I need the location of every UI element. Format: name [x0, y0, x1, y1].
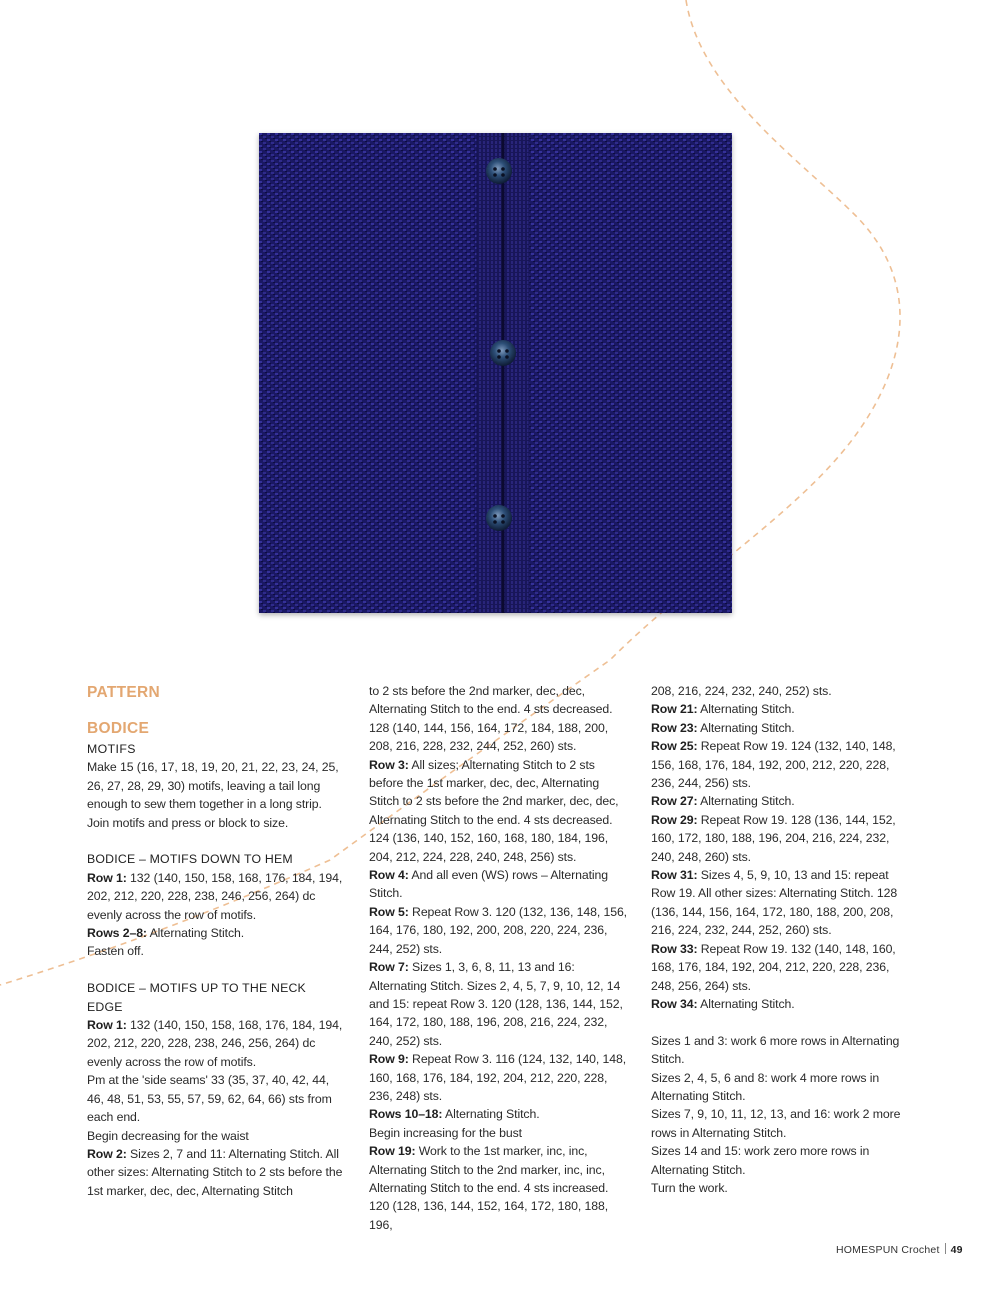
instruction-row: Rows 2–8: Alternating Stitch. — [87, 926, 245, 941]
instruction-continued: to 2 sts before the 2nd marker, dec, dec, Alternating Stitch to the end. 4 sts decreased. 128 (140, 144, 156, 164, 172, 184, 188, 200, 208, 216, 228, 232, 244, 252, 260) sts. — [369, 684, 613, 754]
begin-decreasing-text: Begin decreasing for the waist — [87, 1128, 249, 1143]
footer-divider — [945, 1243, 946, 1254]
instruction-row: Row 5: Repeat Row 3. 120 (132, 136, 148, 156, 164, 176, 180, 192, 200, 208, 220, 224, 236, 244, 252) sts. — [369, 904, 628, 956]
instruction-continued: 208, 216, 224, 232, 240, 252) sts. — [651, 684, 832, 698]
instruction-row: Row 1: 132 (140, 150, 158, 168, 176, 184, 194, 202, 212, 220, 228, 238, 246, 256, 264) dc evenly across the row of motifs. — [87, 1018, 343, 1069]
column-2 — [369, 682, 631, 1234]
size-note: Sizes 7, 9, 10, 11, 12, 13, and 16: work 2 more rows in Alternating Stitch. — [651, 1107, 901, 1140]
pattern-heading: PATTERN — [87, 684, 160, 701]
motifs-text: Make 15 (16, 17, 18, 19, 20, 21, 22, 23, 24, 25, 26, 27, 28, 29, 30) motifs, leaving a tail long enough to sew them together in a long strip. Join motifs and press or block to size. — [87, 760, 339, 830]
instruction-row: Row 9: Repeat Row 3. 116 (124, 132, 140, 148, 160, 168, 176, 184, 192, 204, 212, 220, 228, 236, 248) sts. — [369, 1052, 627, 1103]
instruction-row: Row 4: And all even (WS) rows – Alternating Stitch. — [369, 868, 609, 901]
pm-text: Pm at the 'side seams' 33 (35, 37, 40, 42, 44, 46, 48, 51, 53, 55, 57, 59, 62, 64, 66) sts from each end. — [87, 1073, 332, 1125]
instruction-row: Rows 10–18: Alternating Stitch. — [369, 1107, 540, 1122]
instruction-row: Row 7: Sizes 1, 3, 6, 8, 11, 13 and 16: Alternating Stitch. Sizes 2, 4, 5, 7, 9, 10, 12, 14 and 15: repeat Row 3. 120 (128, 136, 144, 152, 164, 172, 180, 188, 196, 208, 216, 224, 232, 240, 252) sts. — [369, 960, 623, 1048]
size-note: Sizes 14 and 15: work zero more rows in Alternating Stitch. — [651, 1144, 870, 1177]
publication-name: HOMESPUN Crochet — [836, 1244, 940, 1256]
button-icon — [490, 340, 516, 366]
instruction-row: Row 21: Alternating Stitch. — [651, 702, 795, 717]
size-note: Sizes 2, 4, 5, 6 and 8: work 4 more rows in Alternating Stitch. — [651, 1070, 880, 1103]
instruction-row: Row 19: Work to the 1st marker, inc, inc, Alternating Stitch to the 2nd marker, inc, inc, Alternating Stitch to the end. 4 sts increased. 120 (128, 136, 144, 152, 164, 172, 180, 188, 196, — [369, 1144, 609, 1232]
instruction-row: Row 1: 132 (140, 150, 158, 168, 176, 184, 194, 202, 212, 220, 228, 238, 246, 256, 264) dc evenly across the row of motifs. — [87, 870, 343, 922]
instruction-row: Row 33: Repeat Row 19. 132 (140, 148, 160, 168, 176, 184, 192, 204, 212, 220, 228, 236, 248, 256, 264) sts. — [651, 941, 896, 993]
motifs-down-heading: BODICE – MOTIFS DOWN TO HEM — [87, 852, 293, 867]
motifs-up-heading: BODICE – MOTIFS UP TO THE NECK EDGE — [87, 981, 306, 1014]
column-1 — [87, 682, 345, 1200]
page-footer — [836, 1243, 963, 1256]
instruction-row: Row 34: Alternating Stitch. — [651, 996, 795, 1011]
begin-increasing-text: Begin increasing for the bust — [369, 1125, 522, 1140]
motifs-heading: MOTIFS — [87, 742, 136, 756]
knitted-cardigan-photo — [259, 133, 732, 613]
size-note: Sizes 1 and 3: work 6 more rows in Alternating Stitch. — [651, 1033, 900, 1067]
instruction-row: Row 3: All sizes; Alternating Stitch to 2 sts before the 1st marker, dec, dec, Alternating Stitch to 2 sts before the 2nd marker, dec, dec, Alternating Stitch to the end. 4 sts decreased. 124 (136, 140, 152, 160, 168, 180, 184, 196, 204, 212, 224, 228, 240, 248, 256) sts. — [369, 757, 619, 864]
instruction-row: Row 29: Repeat Row 19. 128 (136, 144, 152, 160, 172, 180, 188, 196, 204, 216, 224, 232, 240, 248, 260) sts. — [651, 812, 896, 864]
instruction-row: Row 2: Sizes 2, 7 and 11: Alternating Stitch. All other sizes: Alternating Stitch to 2 sts before the 1st marker, dec, dec, Alternating Stitch — [87, 1146, 343, 1198]
page-number: 49 — [950, 1244, 963, 1256]
column-3 — [651, 682, 913, 1197]
bodice-heading: BODICE — [87, 720, 150, 737]
instruction-row: Row 27: Alternating Stitch. — [651, 794, 795, 809]
fasten-off-text: Fasten off. — [87, 944, 144, 959]
turn-text: Turn the work. — [651, 1180, 728, 1195]
instruction-row: Row 25: Repeat Row 19. 124 (132, 140, 148, 156, 168, 176, 184, 192, 200, 212, 220, 228, 236, 244, 256) sts. — [651, 739, 896, 791]
button-icon — [486, 505, 512, 531]
instruction-row: Row 23: Alternating Stitch. — [651, 720, 795, 735]
button-icon — [486, 158, 512, 184]
instruction-row: Row 31: Sizes 4, 5, 9, 10, 13 and 15: repeat Row 19. All other sizes: Alternating Stitch. 128 (136, 144, 156, 164, 172, 180, 188, 200, 208, 216, 224, 232, 244, 252, 260) sts. — [651, 868, 898, 938]
